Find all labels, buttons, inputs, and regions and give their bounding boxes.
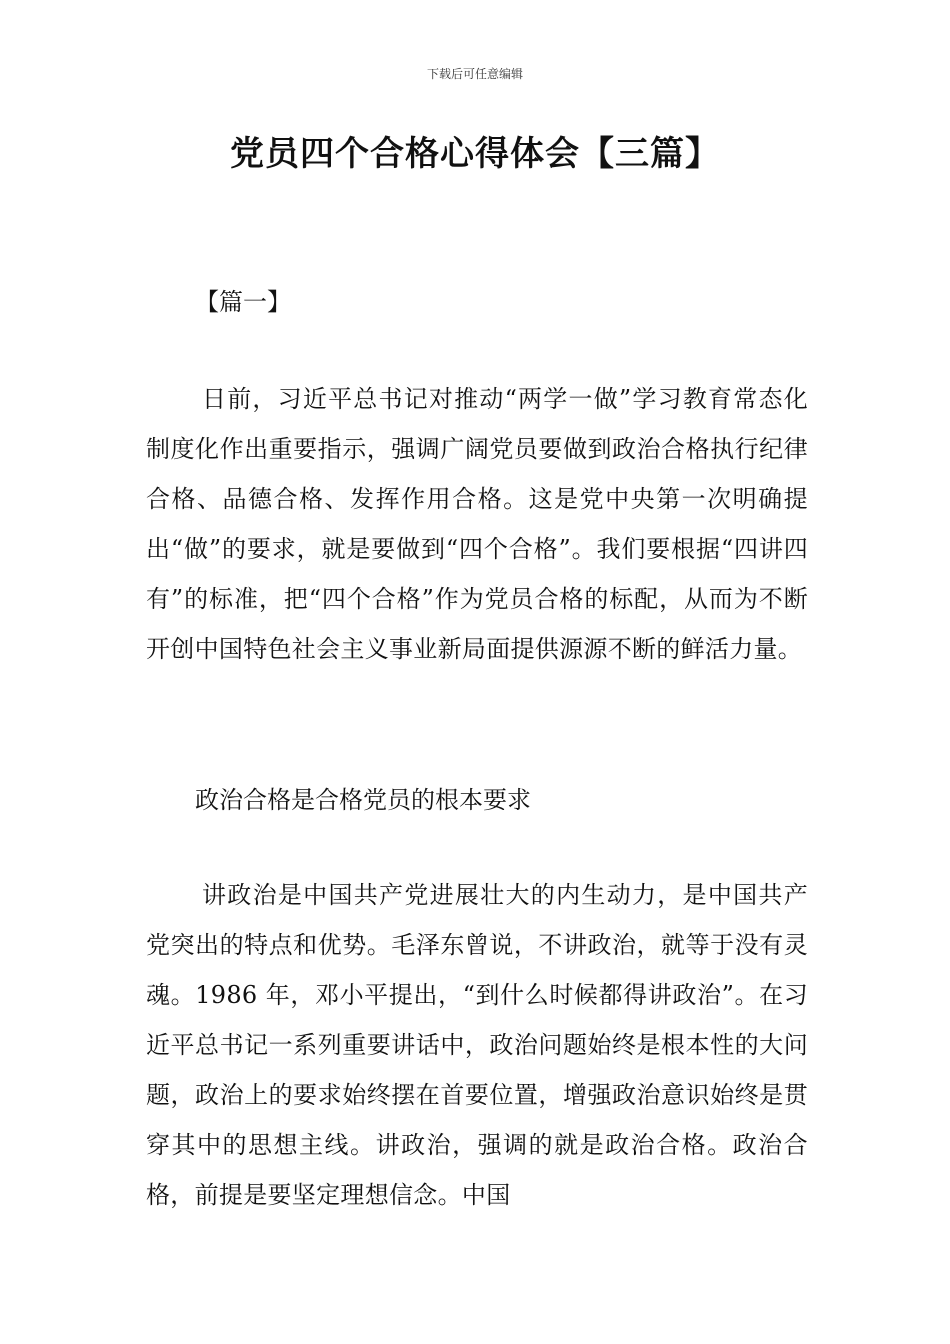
- body-paragraph: 日前，习近平总书记对推动“两学一做”学习教育常态化制度化作出重要指示，强调广阔党员要做到政治合格执行纪律合格、品德合格、发挥作用合格。这是党中央第一次明确提出“做”的要求，就是要做到“四个合格”。我们要根据“四讲四有”的标准，把“四个合格”作为党员合格的标配，从而为不断开创中国特色社会主义事业新局面提供源源不断的鲜活力量。: [146, 385, 808, 663]
- header-note: 下载后可任意编辑: [426, 67, 523, 81]
- document-title: 党员四个合格心得体会【三篇】: [230, 134, 720, 174]
- section-subheading: 政治合格是合格党员的根本要求: [195, 786, 531, 814]
- section-label: 【篇一】: [195, 288, 291, 316]
- body-paragraph: 讲政治是中国共产党进展壮大的内生动力，是中国共产党突出的特点和优势。毛泽东曾说，不讲政治，就等于没有灵魂。1986 年，邓小平提出，“到什么时候都得讲政治”。在习近平总书记一系列重要讲话中，政治问题始终是根本性的大问题，政治上的要求始终摆在首要位置，增强政治意识始终是贯穿其中的思想主线。讲政治，强调的就是政治合格。政治合格，前提是要坚定理想信念。中国: [146, 881, 808, 1209]
